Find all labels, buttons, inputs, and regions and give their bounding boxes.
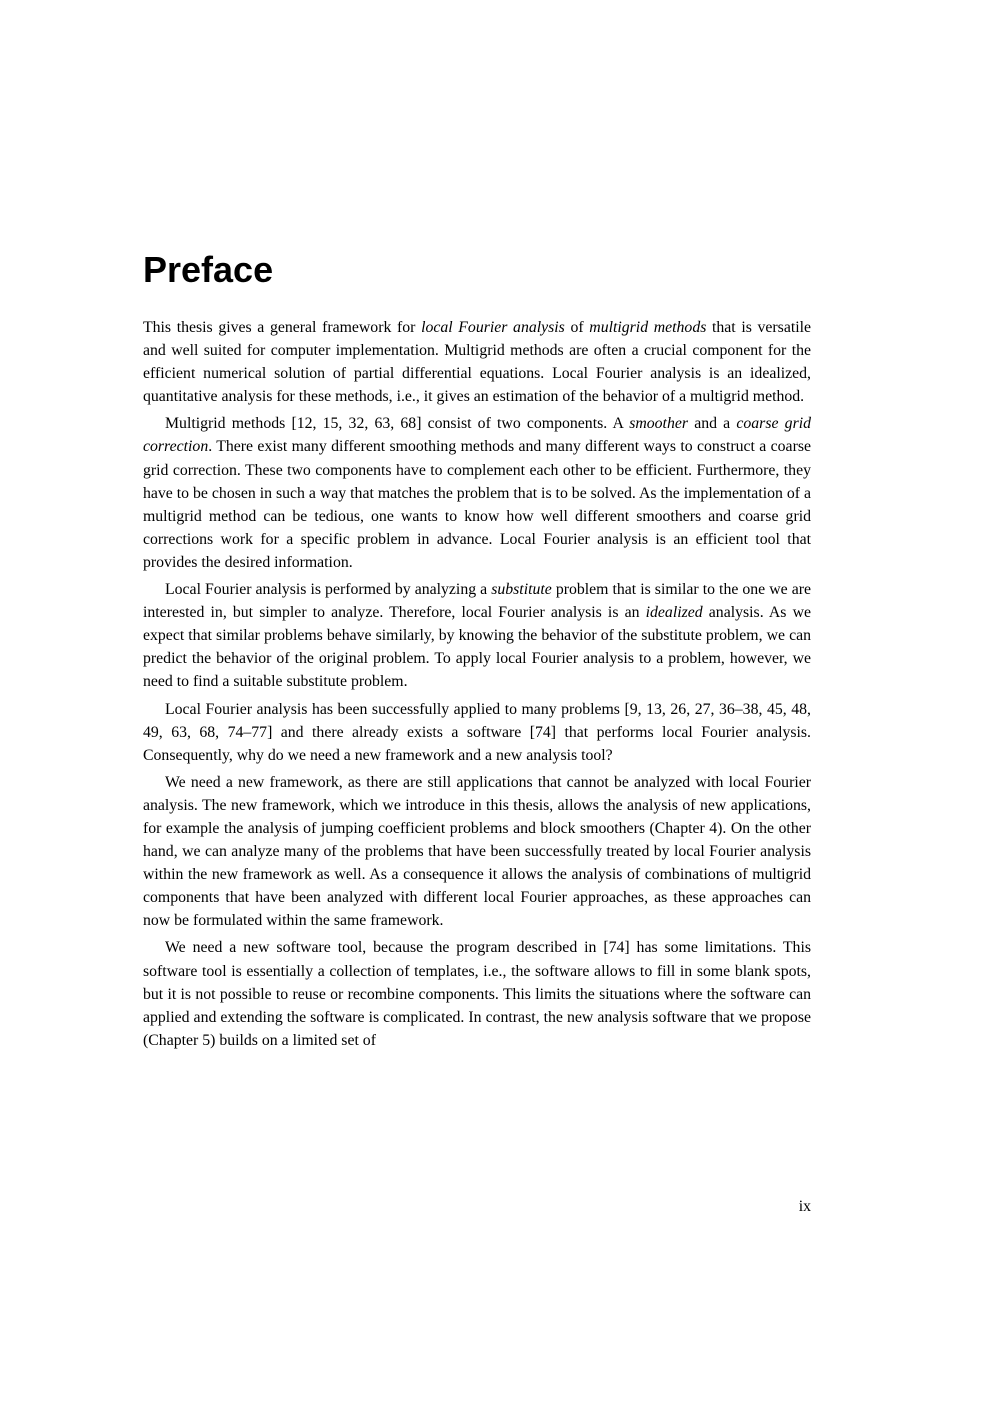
text-segment: and a xyxy=(688,415,737,433)
text-segment: analysis. As we expect that similar problems behave similarly, by knowing the behavior of the substitute problem, we can predict the behavior of the original problem. To apply local Fourier analysis to a problem, however, we need to find a suitable substitute problem. xyxy=(143,604,811,691)
text-segment: Local Fourier analysis has been successfully applied to many problems [9, 13, 26, 27, 36–38, 45, 48, 49, 63, 68, 74–77] and there already exists a software [74] that performs local Fourier analysis. Consequently, why do we need a new framework and a new analysis tool? xyxy=(143,700,811,764)
paragraph xyxy=(143,316,811,408)
page-title: Preface xyxy=(143,249,274,291)
text-segment: This thesis gives a general framework for xyxy=(143,319,422,336)
italic-text-segment: smoother xyxy=(629,415,689,433)
text-segment: . There exist many different smoothing methods and many different ways to construct a coarse grid correction. These two components have to complement each other to be efficient. Furthermore, they have to be chosen in such a way that matches the problem that is to be solved. As the implementation of a multigrid method can be tedious, one wants to know how well different smoothers and coarse grid corrections work for a specific problem in advance. Local Fourier analysis is an efficient tool that provides the desired information. xyxy=(143,438,811,571)
page-number: ix xyxy=(798,1198,811,1215)
text-segment: We need a new framework, as there are still applications that cannot be analyzed with local Fourier analysis. The new framework, which we introduce in this thesis, allows the analysis of new applications, for example the analysis of jumping coefficient problems and block smoothers (Chapter 4). On the other hand, we can analyze many of the problems that have been successfully treated by local Fourier analysis within the new framework as well. As a consequence it allows the analysis of combinations of multigrid components that have been analyzed with different local Fourier approaches, as these approaches can now be formulated within the same framework. xyxy=(143,773,811,930)
paragraph xyxy=(143,698,811,767)
italic-text-segment: local Fourier analysis xyxy=(421,319,565,336)
text-segment: Multigrid methods [12, 15, 32, 63, 68] consist of two components. A xyxy=(165,415,630,433)
paragraph xyxy=(143,936,811,1051)
paragraph xyxy=(143,578,811,693)
paragraph-list xyxy=(143,316,811,1056)
italic-text-segment: coarse grid correction xyxy=(143,415,811,456)
italic-text-segment: idealized xyxy=(645,604,703,622)
paragraph xyxy=(143,771,811,933)
italic-text-segment: multigrid methods xyxy=(589,319,707,336)
italic-text-segment: substitute xyxy=(491,581,552,599)
text-segment: of xyxy=(564,319,590,336)
paragraph xyxy=(143,412,811,574)
text-segment: that is versatile and well suited for computer implementation. Multigrid methods are often a crucial component for the efficient numerical solution of partial differential equations. Local Fourier analysis is an idealized, quantitative analysis for these methods, i.e., it gives an estimation of the behavior of a multigrid method. xyxy=(143,319,812,406)
text-segment: We need a new software tool, because the program described in [74] has some limitations. This software tool is essentially a collection of templates, i.e., the software allows to fill in some blank spots, but it is not possible to reuse or recombine components. This limits the situations where the software can applied and extending the software is complicated. In contrast, the new analysis software that we propose (Chapter 5) builds on a limited set of xyxy=(143,939,811,1049)
text-segment: Local Fourier analysis is performed by analyzing a xyxy=(165,581,492,599)
text-segment: problem that is similar to the one we are interested in, but simpler to analyze. Therefore, local Fourier analysis is an xyxy=(143,581,811,622)
